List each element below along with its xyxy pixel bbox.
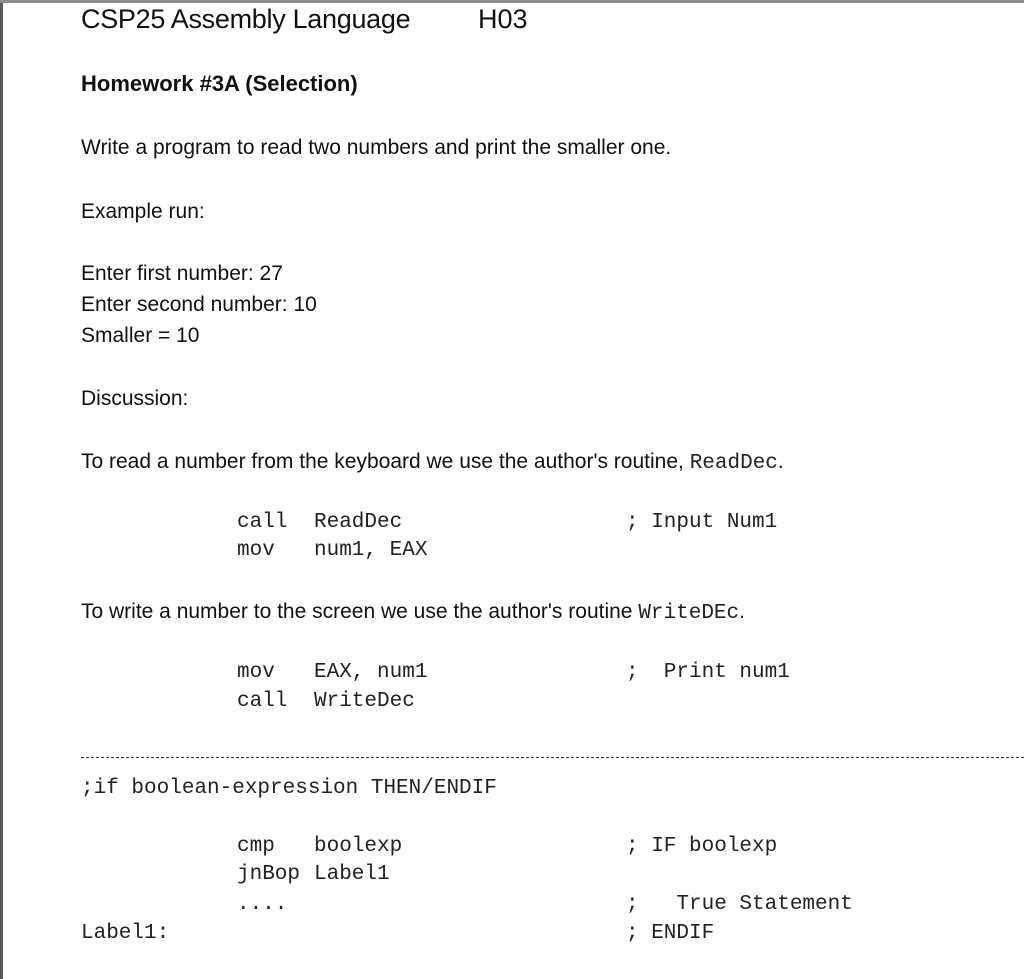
code-args: WriteDec bbox=[314, 690, 415, 713]
write-routine-name: WriteDEc bbox=[638, 602, 740, 625]
write-text: To write a number to the screen we use the author's routine bbox=[81, 600, 639, 623]
code-args: EAX, num1 bbox=[314, 661, 428, 684]
code-op: .... bbox=[237, 893, 288, 916]
read-explanation bbox=[81, 449, 784, 477]
code-op: call bbox=[237, 511, 288, 534]
discussion-label: Discussion: bbox=[81, 387, 189, 410]
code-comment: ; IF boolexp bbox=[626, 835, 778, 858]
read-text: To read a number from the keyboard we use the author's routine, bbox=[81, 450, 690, 473]
course-title: CSP25 Assembly Language bbox=[81, 4, 411, 34]
homework-code: H03 bbox=[478, 4, 528, 34]
code-comment: ; True Statement bbox=[626, 893, 853, 916]
code-comment: ; Input Num1 bbox=[626, 511, 778, 534]
code-args: num1, EAX bbox=[314, 539, 428, 562]
if-section-heading: ;if boolean-expression THEN/ENDIF bbox=[81, 777, 497, 800]
example-line: Enter second number: 10 bbox=[81, 293, 317, 316]
example-line: Smaller = 10 bbox=[81, 324, 200, 347]
code-op: mov bbox=[237, 661, 275, 684]
code-args: Label1 bbox=[314, 863, 390, 886]
code-comment: ; ENDIF bbox=[626, 922, 715, 945]
write-explanation bbox=[81, 599, 745, 627]
task-description: Write a program to read two numbers and print the smaller one. bbox=[81, 136, 672, 159]
code-op: call bbox=[237, 690, 288, 713]
code-label: Label1: bbox=[81, 922, 170, 945]
example-line: Enter first number: 27 bbox=[81, 262, 283, 285]
code-op: mov bbox=[237, 539, 275, 562]
code-args: boolexp bbox=[314, 835, 403, 858]
write-suffix: . bbox=[739, 600, 745, 623]
code-op: cmp bbox=[237, 835, 275, 858]
section-divider bbox=[81, 757, 1024, 758]
code-args: ReadDec bbox=[314, 511, 403, 534]
read-suffix: . bbox=[777, 450, 784, 473]
code-op: jnBop bbox=[237, 863, 301, 886]
example-label: Example run: bbox=[81, 200, 205, 223]
read-routine-name: ReadDec bbox=[689, 452, 778, 475]
homework-title: Homework #3A (Selection) bbox=[81, 71, 358, 96]
page-left-edge bbox=[0, 0, 3, 979]
code-comment: ; Print num1 bbox=[626, 661, 790, 684]
